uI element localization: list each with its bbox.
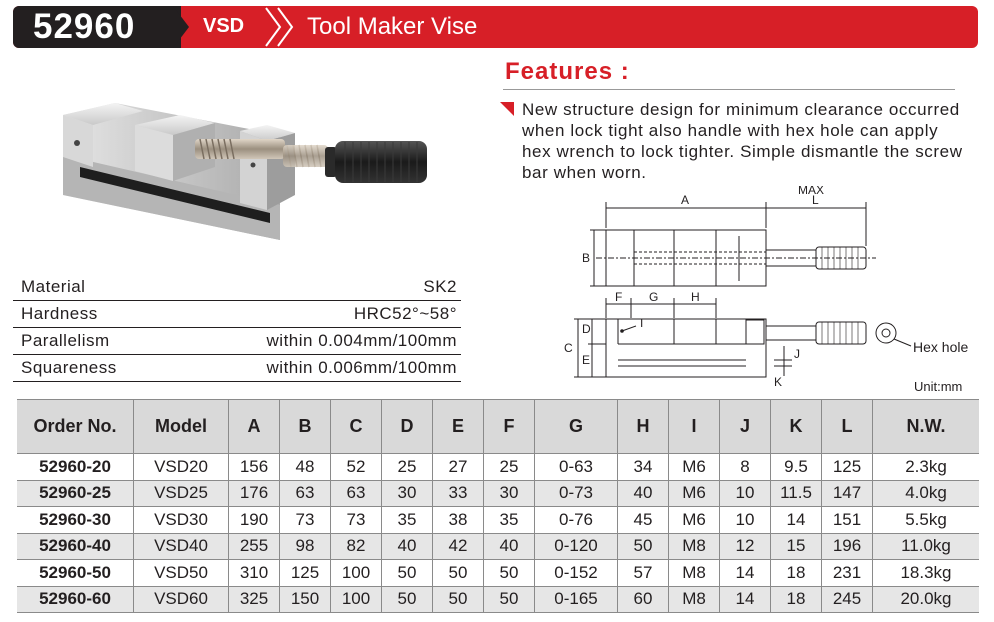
dim-H-label: H bbox=[691, 290, 700, 304]
cell-K: 18 bbox=[771, 560, 822, 587]
spec-row-parallelism bbox=[13, 327, 461, 355]
cell-model: VSD40 bbox=[134, 533, 229, 560]
cell-L: 151 bbox=[822, 507, 873, 534]
cell-L: 231 bbox=[822, 560, 873, 587]
spec-label: Hardness bbox=[21, 304, 98, 323]
cell-A: 325 bbox=[229, 586, 280, 613]
cell-model: VSD20 bbox=[134, 454, 229, 481]
cell-B: 48 bbox=[280, 454, 331, 481]
col-header-nw: N.W. bbox=[873, 400, 980, 454]
features-text: New structure design for minimum clearance occurred when lock tight also handle with hex hole can apply hex wrench to lock tighter. Simple dismantle the screw bar when worn. bbox=[522, 100, 963, 182]
cell-F: 35 bbox=[484, 507, 535, 534]
spec-row-squareness bbox=[13, 354, 461, 382]
bullet-triangle-icon bbox=[500, 102, 514, 116]
cell-K: 9.5 bbox=[771, 454, 822, 481]
spec-label: Material bbox=[21, 277, 86, 296]
cell-order-no: 52960-25 bbox=[17, 480, 134, 507]
dim-G-label: G bbox=[649, 290, 659, 304]
dim-F-label: F bbox=[615, 290, 623, 304]
features-title: Features : bbox=[505, 58, 630, 85]
cell-H: 50 bbox=[618, 533, 669, 560]
cell-G: 0-73 bbox=[535, 480, 618, 507]
spec-value: SK2 bbox=[423, 277, 457, 296]
cell-I: M8 bbox=[669, 560, 720, 587]
cell-D: 30 bbox=[382, 480, 433, 507]
cell-D: 50 bbox=[382, 560, 433, 587]
cell-F: 25 bbox=[484, 454, 535, 481]
dim-L-label: L bbox=[812, 193, 819, 207]
cell-order-no: 52960-40 bbox=[17, 533, 134, 560]
cell-G: 0-165 bbox=[535, 586, 618, 613]
table-row bbox=[17, 586, 979, 613]
cell-C: 52 bbox=[331, 454, 382, 481]
cell-model: VSD50 bbox=[134, 560, 229, 587]
cell-D: 25 bbox=[382, 454, 433, 481]
cell-K: 11.5 bbox=[771, 480, 822, 507]
cell-B: 125 bbox=[280, 560, 331, 587]
cell-A: 176 bbox=[229, 480, 280, 507]
cell-nw: 20.0kg bbox=[873, 586, 980, 613]
features-divider bbox=[503, 89, 955, 90]
col-header-B: B bbox=[280, 400, 331, 454]
table-row bbox=[17, 480, 979, 507]
col-header-C: C bbox=[331, 400, 382, 454]
col-header-I: I bbox=[669, 400, 720, 454]
cell-G: 0-63 bbox=[535, 454, 618, 481]
cell-model: VSD60 bbox=[134, 586, 229, 613]
cell-L: 125 bbox=[822, 454, 873, 481]
cell-B: 98 bbox=[280, 533, 331, 560]
cell-J: 14 bbox=[720, 586, 771, 613]
col-header-D: D bbox=[382, 400, 433, 454]
cell-F: 30 bbox=[484, 480, 535, 507]
cell-G: 0-120 bbox=[535, 533, 618, 560]
cell-nw: 5.5kg bbox=[873, 507, 980, 534]
col-header-E: E bbox=[433, 400, 484, 454]
cell-nw: 18.3kg bbox=[873, 560, 980, 587]
cell-C: 100 bbox=[331, 586, 382, 613]
cell-L: 196 bbox=[822, 533, 873, 560]
cell-C: 82 bbox=[331, 533, 382, 560]
chevron-right-icon bbox=[275, 6, 295, 48]
cell-I: M6 bbox=[669, 507, 720, 534]
cell-I: M8 bbox=[669, 533, 720, 560]
col-header-model: Model bbox=[134, 400, 229, 454]
cell-I: M6 bbox=[669, 480, 720, 507]
unit-label: Unit:mm bbox=[914, 379, 963, 394]
spec-label: Parallelism bbox=[21, 331, 110, 350]
cell-E: 50 bbox=[433, 586, 484, 613]
cell-A: 310 bbox=[229, 560, 280, 587]
col-header-G: G bbox=[535, 400, 618, 454]
cell-model: VSD25 bbox=[134, 480, 229, 507]
cell-K: 18 bbox=[771, 586, 822, 613]
dim-J-label: J bbox=[794, 347, 800, 361]
cell-I: M6 bbox=[669, 454, 720, 481]
col-header-A: A bbox=[229, 400, 280, 454]
cell-E: 38 bbox=[433, 507, 484, 534]
spec-row-material bbox=[13, 273, 461, 301]
cell-H: 40 bbox=[618, 480, 669, 507]
cell-C: 73 bbox=[331, 507, 382, 534]
col-header-K: K bbox=[771, 400, 822, 454]
cell-D: 40 bbox=[382, 533, 433, 560]
cell-J: 10 bbox=[720, 480, 771, 507]
cell-F: 40 bbox=[484, 533, 535, 560]
spec-value: within 0.006mm/100mm bbox=[266, 358, 457, 377]
cell-B: 63 bbox=[280, 480, 331, 507]
cell-E: 27 bbox=[433, 454, 484, 481]
specification-table bbox=[17, 399, 979, 613]
cell-I: M8 bbox=[669, 586, 720, 613]
product-photo bbox=[55, 95, 440, 255]
cell-H: 60 bbox=[618, 586, 669, 613]
cell-J: 14 bbox=[720, 560, 771, 587]
model-series: VSD bbox=[203, 15, 245, 37]
cell-nw: 11.0kg bbox=[873, 533, 980, 560]
col-header-J: J bbox=[720, 400, 771, 454]
cell-order-no: 52960-30 bbox=[17, 507, 134, 534]
cell-E: 50 bbox=[433, 560, 484, 587]
cell-A: 190 bbox=[229, 507, 280, 534]
cell-E: 33 bbox=[433, 480, 484, 507]
dim-K-label: K bbox=[774, 375, 783, 386]
table-row bbox=[17, 560, 979, 587]
spec-value: HRC52°~58° bbox=[353, 304, 457, 323]
dim-I-label: I bbox=[640, 316, 644, 330]
table-header-row bbox=[17, 400, 979, 454]
cell-J: 10 bbox=[720, 507, 771, 534]
cell-E: 42 bbox=[433, 533, 484, 560]
cell-L: 245 bbox=[822, 586, 873, 613]
col-header-H: H bbox=[618, 400, 669, 454]
cell-H: 34 bbox=[618, 454, 669, 481]
cell-A: 156 bbox=[229, 454, 280, 481]
cell-K: 15 bbox=[771, 533, 822, 560]
cell-L: 147 bbox=[822, 480, 873, 507]
dim-B-label: B bbox=[582, 251, 591, 265]
cell-G: 0-76 bbox=[535, 507, 618, 534]
table-row bbox=[17, 454, 979, 481]
cell-J: 8 bbox=[720, 454, 771, 481]
cell-order-no: 52960-20 bbox=[17, 454, 134, 481]
cell-model: VSD30 bbox=[134, 507, 229, 534]
col-header-order-no: Order No. bbox=[17, 400, 134, 454]
dim-D-label: D bbox=[582, 322, 591, 336]
hex-hole-label: Hex hole bbox=[913, 339, 969, 355]
dimension-drawing bbox=[556, 186, 986, 386]
cell-C: 63 bbox=[331, 480, 382, 507]
spec-value: within 0.004mm/100mm bbox=[266, 331, 457, 350]
cell-nw: 2.3kg bbox=[873, 454, 980, 481]
spec-row-hardness bbox=[13, 300, 461, 328]
cell-H: 57 bbox=[618, 560, 669, 587]
cell-K: 14 bbox=[771, 507, 822, 534]
cell-H: 45 bbox=[618, 507, 669, 534]
cell-A: 255 bbox=[229, 533, 280, 560]
dim-A-label: A bbox=[681, 193, 690, 207]
cell-F: 50 bbox=[484, 560, 535, 587]
cell-order-no: 52960-50 bbox=[17, 560, 134, 587]
cell-F: 50 bbox=[484, 586, 535, 613]
col-header-L: L bbox=[822, 400, 873, 454]
cell-G: 0-152 bbox=[535, 560, 618, 587]
cell-B: 150 bbox=[280, 586, 331, 613]
cell-B: 73 bbox=[280, 507, 331, 534]
product-code-arrow bbox=[173, 6, 189, 48]
cell-D: 35 bbox=[382, 507, 433, 534]
cell-nw: 4.0kg bbox=[873, 480, 980, 507]
cell-J: 12 bbox=[720, 533, 771, 560]
page-title: Tool Maker Vise bbox=[307, 13, 478, 40]
dim-C-label: C bbox=[564, 341, 573, 355]
dim-E-label: E bbox=[582, 353, 591, 367]
dim-MAX-label: MAX bbox=[798, 186, 825, 197]
product-code: 52960 bbox=[33, 7, 136, 46]
cell-D: 50 bbox=[382, 586, 433, 613]
table-row bbox=[17, 533, 979, 560]
spec-label: Squareness bbox=[21, 358, 117, 377]
table-row bbox=[17, 507, 979, 534]
header-banner bbox=[13, 6, 978, 48]
col-header-F: F bbox=[484, 400, 535, 454]
cell-order-no: 52960-60 bbox=[17, 586, 134, 613]
cell-C: 100 bbox=[331, 560, 382, 587]
